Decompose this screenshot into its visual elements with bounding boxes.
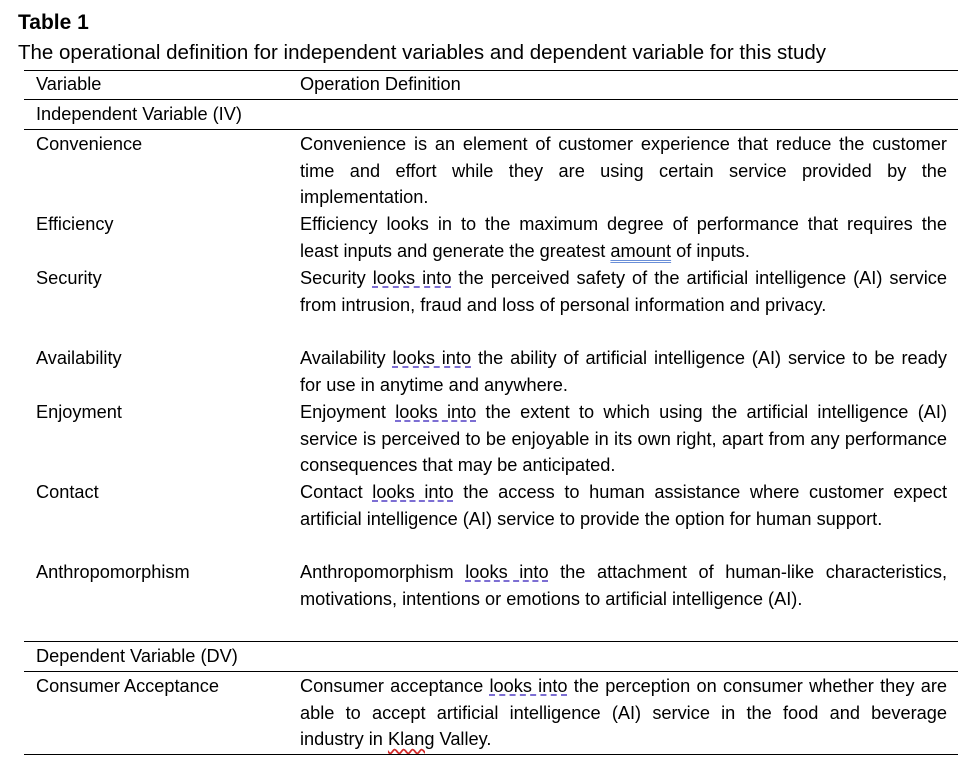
grammar-mark: looks into (372, 268, 452, 288)
variable-convenience: Convenience (36, 134, 143, 154)
definition-convenience: Convenience is an element of customer experience that reduce the customer time and effort while they are using certain service provided by the implementation. (300, 134, 947, 207)
variable-efficiency: Efficiency (36, 214, 114, 234)
grammar-mark: looks into (392, 348, 472, 368)
grammar-mark: looks into (489, 676, 568, 696)
iv-heading-rule (24, 129, 958, 130)
variable-contact: Contact (36, 482, 99, 502)
grammar-mark: amount (610, 240, 672, 261)
grammar-mark: looks into (395, 402, 477, 422)
grammar-mark: looks into (372, 482, 454, 502)
iv-heading: Independent Variable (IV) (36, 104, 242, 124)
definition-availability: Availability looks into the ability of artificial intelligence (AI) service to be ready for use in anytime and anywhere. (300, 348, 947, 395)
variable-enjoyment: Enjoyment (36, 402, 122, 422)
definition-consumer-acceptance: Consumer acceptance looks into the perception on consumer whether they are able to accept artificial intelligence (AI) service in the food and beverage industry in Klang Valley. (300, 676, 947, 749)
dv-heading-top-rule (24, 641, 958, 642)
definition-efficiency: Efficiency looks in to the maximum degree of performance that requires the least inputs and generate the greatest amount of inputs. (300, 214, 947, 261)
header-bottom-rule (24, 99, 958, 100)
dv-heading-rule (24, 671, 958, 672)
spelling-mark: Klang (387, 729, 435, 749)
definition-security: Security looks into the perceived safety of the artificial intelligence (AI) service from intrusion, fraud and loss of personal information and privacy. (300, 268, 947, 315)
variable-security: Security (36, 268, 102, 288)
grammar-mark: looks into (465, 562, 549, 582)
definition-contact: Contact looks into the access to human assistance where customer expect artificial intelligence (AI) service to provide the option for human support. (300, 482, 947, 529)
table-label: Table 1 (18, 11, 89, 34)
dv-heading: Dependent Variable (DV) (36, 646, 238, 666)
header-variable: Variable (36, 74, 102, 94)
definition-enjoyment: Enjoyment looks into the extent to which using the artificial intelligence (AI) service is perceived to be enjoyable in its own right, apart from any performance consequences that may be anticipated. (300, 402, 947, 475)
variable-availability: Availability (36, 348, 122, 368)
definition-anthropomorphism: Anthropomorphism looks into the attachment of human-like characteristics, motivations, intentions or emotions to artificial intelligence (AI). (300, 562, 947, 609)
header-definition: Operation Definition (300, 74, 461, 94)
variable-consumer-acceptance: Consumer Acceptance (36, 676, 219, 696)
variable-anthropomorphism: Anthropomorphism (36, 562, 190, 582)
table-caption: The operational definition for independent variables and dependent variable for this study (18, 41, 827, 64)
table-bottom-rule (24, 754, 958, 755)
